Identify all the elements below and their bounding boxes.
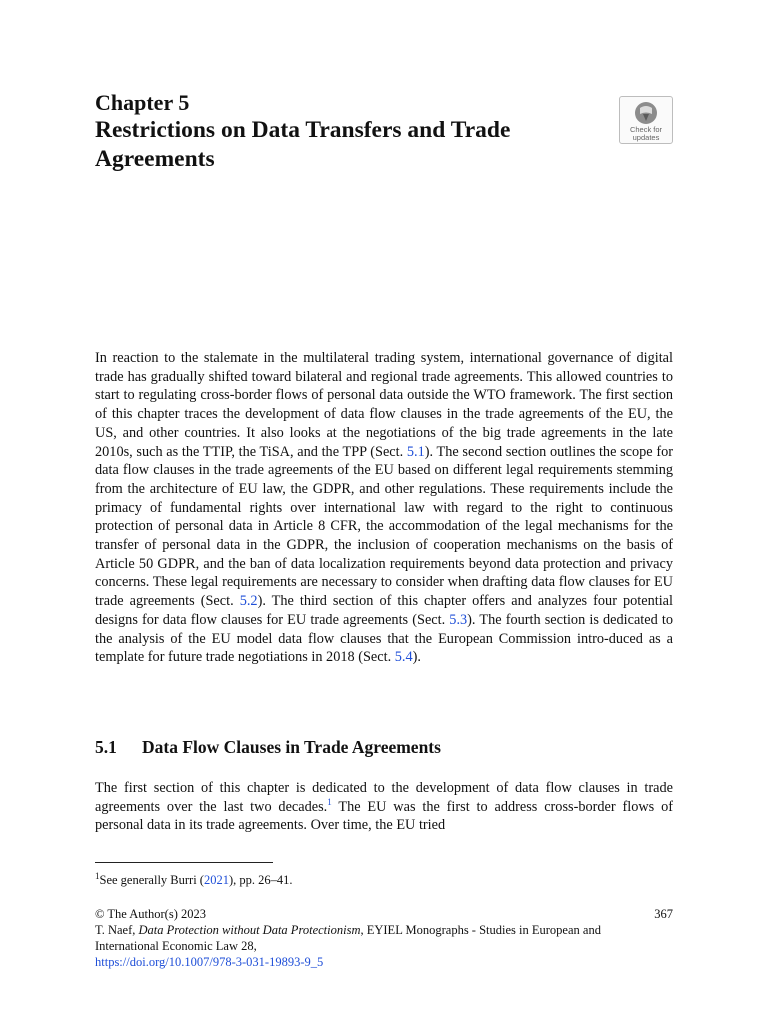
body-paragraph: The first section of this chapter is dedicated to the development of data flow clauses in trade agreements over the last two decades.$^1$ The EU was the first to address cross-border flows of personal data in its trade agreements. Over time, the EU tried bbox=[95, 780, 673, 834]
footnote-1: $^1$See generally Burri (2021), pp. 26–41. bbox=[95, 870, 293, 887]
section-link-5-1[interactable]: 5.1 bbox=[406, 443, 425, 460]
check-for-updates-icon bbox=[634, 101, 658, 125]
footnote-divider bbox=[95, 862, 273, 863]
section-link-5-4[interactable]: 5.4 bbox=[394, 649, 413, 666]
footnote-ref-1[interactable]: 1 bbox=[327, 796, 332, 807]
copyright-notice: © The Author(s) 2023 bbox=[95, 907, 206, 921]
chapter-title: Restrictions on Data Transfers and Trade Agreements bbox=[95, 117, 511, 172]
chapter-abstract: In reaction to the stalemate in the multilateral trading system, international governance of digital trade has gradually shifted toward bilateral and regional trade agreements. This allowed countries to start to regulating cross-border flows of personal data outside the WTO framework. The first section of this chapter traces the development of data flow clauses in the trade agreements of the EU, the US, and other countries. It also looks at the negotiations of the big trade agreements in the late 2010s, such as the TTIP, the TiSA, and the TPP (Sect. 5.1). The second section outlines the scope for data flow clauses in the trade agreements of the EU based on different legal requirements stemming from the architecture of EU law, the GDPR, and other regulations. These requirements include the primacy of fundamental rights over international law with regard to the right to continuous protection of personal data in Article 8 CFR, the accommodation of the legal mechanisms for the transfer of personal data in the GDPR, the inclusion of cooperation mechanisms on the basis of Article 50 GDPR, and the ban of data localization requirements beyond data protection and privacy concerns. These legal requirements are necessary to consider when drafting data flow clauses for EU trade agreements (Sect. 5.2). The third section of this chapter offers and analyzes four potential designs for data flow clauses for EU trade agreements (Sect. 5.3). The fourth section is dedicated to the analysis of the EU model data flow clauses that the European Commission intro-duced as a template for future trade negotiations in 2018 (Sect. 5.4). bbox=[95, 350, 673, 666]
badge-label: Check for updates bbox=[629, 125, 663, 142]
section-link-5-2[interactable]: 5.2 bbox=[239, 593, 258, 610]
book-citation: T. Naef, Data Protection without Data Protectionism, EYIEL Monographs - Studies in European and International Economic Law 28, https://doi.org/10.1007/978-3-031-19893-9_5 bbox=[95, 923, 601, 969]
citation-link-burri[interactable]: 2021 bbox=[203, 873, 229, 887]
section-title: Data Flow Clauses in Trade Agreements bbox=[142, 737, 441, 757]
section-heading bbox=[95, 737, 441, 758]
chapter-label: Chapter 5 bbox=[95, 90, 190, 115]
section-link-5-3[interactable]: 5.3 bbox=[449, 611, 468, 628]
section-number: 5.1 bbox=[95, 737, 117, 757]
doi-link[interactable]: https://doi.org/10.1007/978-3-031-19893-9_5 bbox=[95, 955, 324, 969]
page-number: 367 bbox=[654, 907, 673, 921]
check-for-updates-badge[interactable] bbox=[619, 96, 673, 144]
